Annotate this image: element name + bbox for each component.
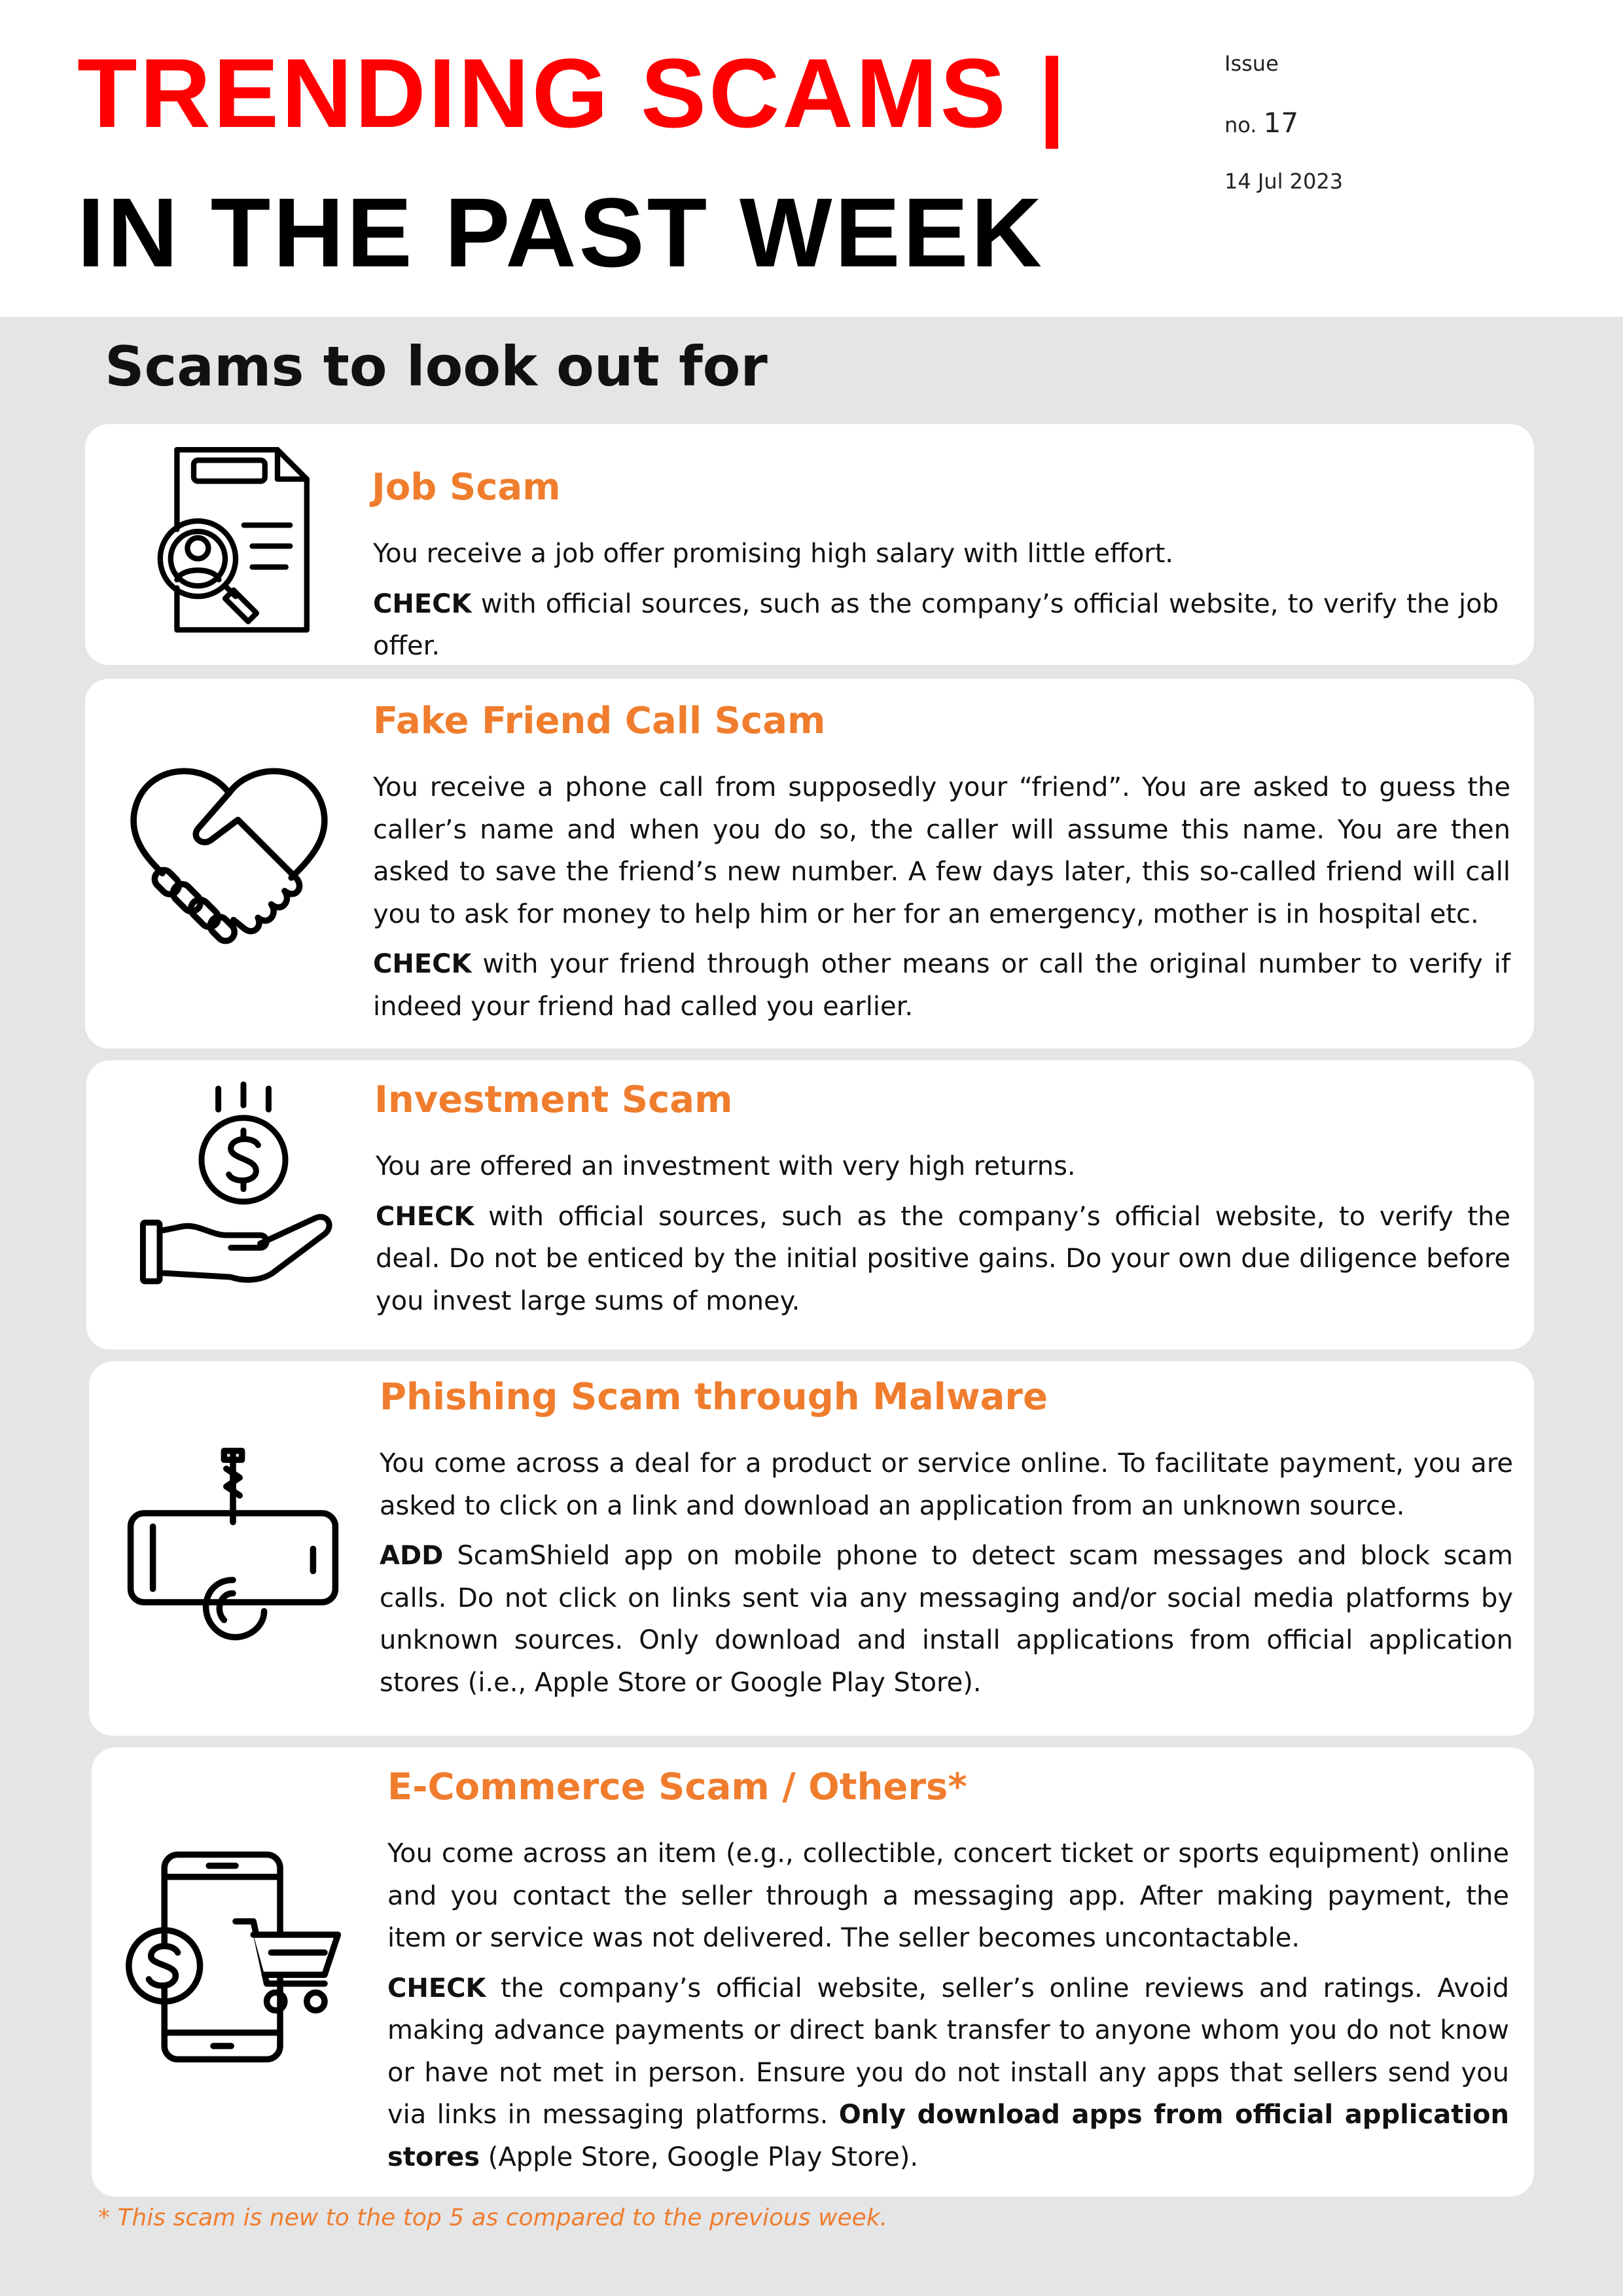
advice-keyword: CHECK	[376, 1201, 474, 1232]
scam-card-job	[85, 424, 1534, 665]
phone-cart-dollar-icon	[124, 1846, 347, 2068]
card-title: Job Scam	[372, 466, 561, 509]
card-body	[373, 533, 1499, 668]
header-banner	[0, 0, 1623, 317]
advice-text: with your friend through other means or call the original number to verify if indeed your friend had called you earlier.	[373, 949, 1510, 1022]
job-search-document-icon	[131, 437, 340, 647]
card-title: Investment Scam	[374, 1079, 733, 1121]
card-description: You receive a job offer promising high salary with little effort.	[373, 539, 1174, 569]
card-title: Fake Friend Call Scam	[373, 700, 826, 742]
advice-keyword: ADD	[380, 1541, 444, 1571]
headline-past-week: IN THE PAST WEEK	[77, 177, 1044, 287]
card-advice	[376, 1196, 1510, 1323]
advice-keyword: CHECK	[373, 949, 472, 979]
advice-text: the company’s official website, seller’s online reviews and ratings. Avoid making advance payments or direct bank transfer to anyone whom you do not know or have not met in person. Ensure you do not install any apps that sellers send you via links in messaging platforms.	[387, 1973, 1509, 2130]
card-description: You receive a phone call from supposedly your “friend”. You are asked to guess the caller’s name and when you do so, the caller will assume this name. You are then asked to save the friend’s new number. A few days later, this so-called friend will call you to ask for money to help him or her for an emergency, mother is in hospital etc.	[373, 772, 1510, 929]
card-body	[376, 1145, 1510, 1322]
scam-card-phishing	[89, 1361, 1534, 1736]
issue-number-value: 17	[1263, 107, 1299, 139]
advice-bold-tail: Only download apps from official application stores	[387, 2100, 1509, 2172]
advice-text: with official sources, such as the company’s official website, to verify the job offer.	[373, 588, 1499, 661]
phone-fishing-hook-icon	[122, 1446, 344, 1669]
scam-card-ecommerce	[92, 1748, 1534, 2197]
headline-trending-scams: TRENDING SCAMS |	[77, 38, 1069, 148]
card-advice	[373, 583, 1499, 668]
scam-card-investment	[86, 1060, 1534, 1350]
handshake-heart-icon	[118, 744, 340, 967]
card-body	[373, 766, 1510, 1028]
advice-end: (Apple Store, Google Play Store).	[480, 2142, 919, 2172]
issue-no-prefix: no.	[1224, 113, 1257, 137]
scam-card-fake-friend	[85, 679, 1534, 1049]
card-description: You come across an item (e.g., collectible, concert ticket or sports equipment) online and you contact the seller through a messaging app. After making payment, the item or service was not delivered. The seller becomes uncontactable.	[387, 1839, 1509, 1953]
issue-label: Issue	[1224, 51, 1279, 76]
card-title: E-Commerce Scam / Others*	[387, 1766, 967, 1808]
card-body	[380, 1443, 1513, 1704]
advice-keyword: CHECK	[373, 588, 472, 619]
section-title: Scams to look out for	[105, 334, 768, 399]
card-advice	[387, 1967, 1509, 2179]
card-advice	[373, 943, 1510, 1028]
hand-dollar-coin-icon	[139, 1080, 348, 1302]
footnote: * This scam is new to the top 5 as compared to the previous week.	[98, 2204, 888, 2231]
card-description: You come across a deal for a product or service online. To facilitate payment, you are asked to click on a link and download an application from an unknown source.	[380, 1448, 1513, 1521]
card-body	[387, 1833, 1509, 2178]
card-title: Phishing Scam through Malware	[380, 1376, 1048, 1418]
card-description: You are offered an investment with very high returns.	[376, 1151, 1076, 1181]
card-advice	[380, 1535, 1513, 1704]
advice-keyword: CHECK	[387, 1973, 486, 2003]
advice-text: ScamShield app on mobile phone to detect scam messages and block scam calls. Do not click on links sent via any messaging and/or social media platforms by unknown sources. Only download and install applications from official application stores (i.e., Apple Store or Google Play Store).	[380, 1541, 1513, 1698]
advice-text: with official sources, such as the company’s official website, to verify the deal. Do not be enticed by the initial positive gains. Do your own due diligence before you invest large sums of money.	[376, 1201, 1510, 1316]
issue-date: 14 Jul 2023	[1224, 169, 1344, 194]
issue-number	[1224, 107, 1298, 139]
